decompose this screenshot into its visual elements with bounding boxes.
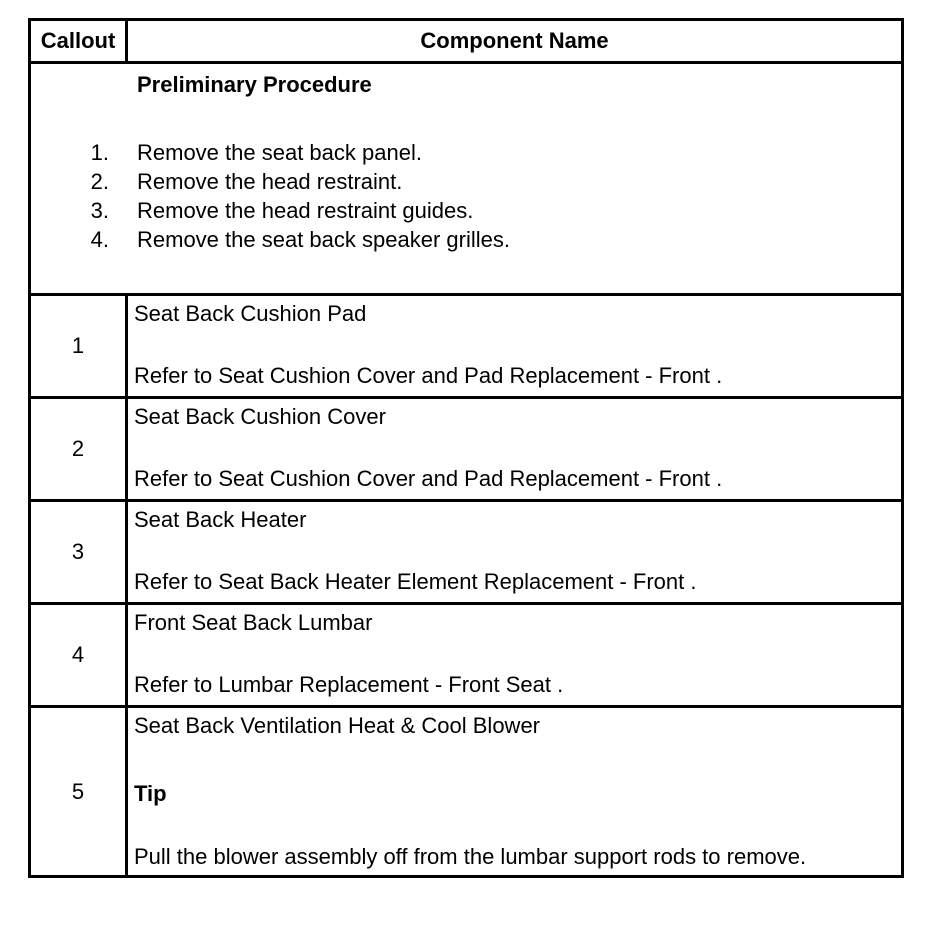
table-row (30, 707, 903, 877)
table-header-row (30, 20, 903, 63)
step-text: Remove the head restraint. (137, 169, 403, 194)
step-text: Remove the seat back panel. (137, 140, 422, 165)
list-item (31, 225, 901, 254)
step-number: 2. (90, 169, 109, 194)
component-name: Front Seat Back Lumbar (134, 610, 373, 635)
step-text: Remove the seat back speaker grilles. (137, 227, 510, 252)
component-name: Seat Back Ventilation Heat & Cool Blower (134, 713, 541, 738)
tip-text: Pull the blower assembly off from the lumbar support rods to remove. (134, 844, 807, 869)
step-number: 3. (90, 198, 109, 223)
component-name: Seat Back Cushion Pad (134, 301, 367, 326)
component-cell (127, 398, 903, 501)
callout-column-header: Callout (30, 20, 127, 63)
table-row (30, 501, 903, 604)
list-item (31, 138, 901, 167)
component-reference: Refer to Seat Cushion Cover and Pad Replacement - Front . (134, 466, 723, 491)
table-row (30, 398, 903, 501)
callout-number: 5 (30, 707, 127, 877)
component-name: Seat Back Heater (134, 507, 307, 532)
list-item (31, 196, 901, 225)
component-table (28, 18, 904, 878)
callout-number: 3 (30, 501, 127, 604)
list-item (31, 167, 901, 196)
step-text: Remove the head restraint guides. (137, 198, 474, 223)
component-cell (127, 295, 903, 398)
preliminary-steps-list (31, 138, 901, 254)
table-row (30, 604, 903, 707)
component-reference: Refer to Lumbar Replacement - Front Seat . (134, 672, 564, 697)
preliminary-procedure-title: Preliminary Procedure (137, 72, 372, 97)
preliminary-procedure-cell (30, 63, 903, 295)
step-number: 1. (90, 140, 109, 165)
callout-number: 1 (30, 295, 127, 398)
component-reference: Refer to Seat Cushion Cover and Pad Replacement - Front . (134, 363, 723, 388)
callout-number: 2 (30, 398, 127, 501)
component-cell (127, 604, 903, 707)
component-name: Seat Back Cushion Cover (134, 404, 386, 429)
component-reference: Refer to Seat Back Heater Element Replacement - Front . (134, 569, 697, 594)
tip-label: Tip (134, 781, 167, 806)
table-row (30, 295, 903, 398)
callout-number: 4 (30, 604, 127, 707)
step-number: 4. (90, 227, 109, 252)
component-cell (127, 501, 903, 604)
component-column-header: Component Name (127, 20, 903, 63)
preliminary-procedure-row (30, 63, 903, 295)
component-cell (127, 707, 903, 877)
